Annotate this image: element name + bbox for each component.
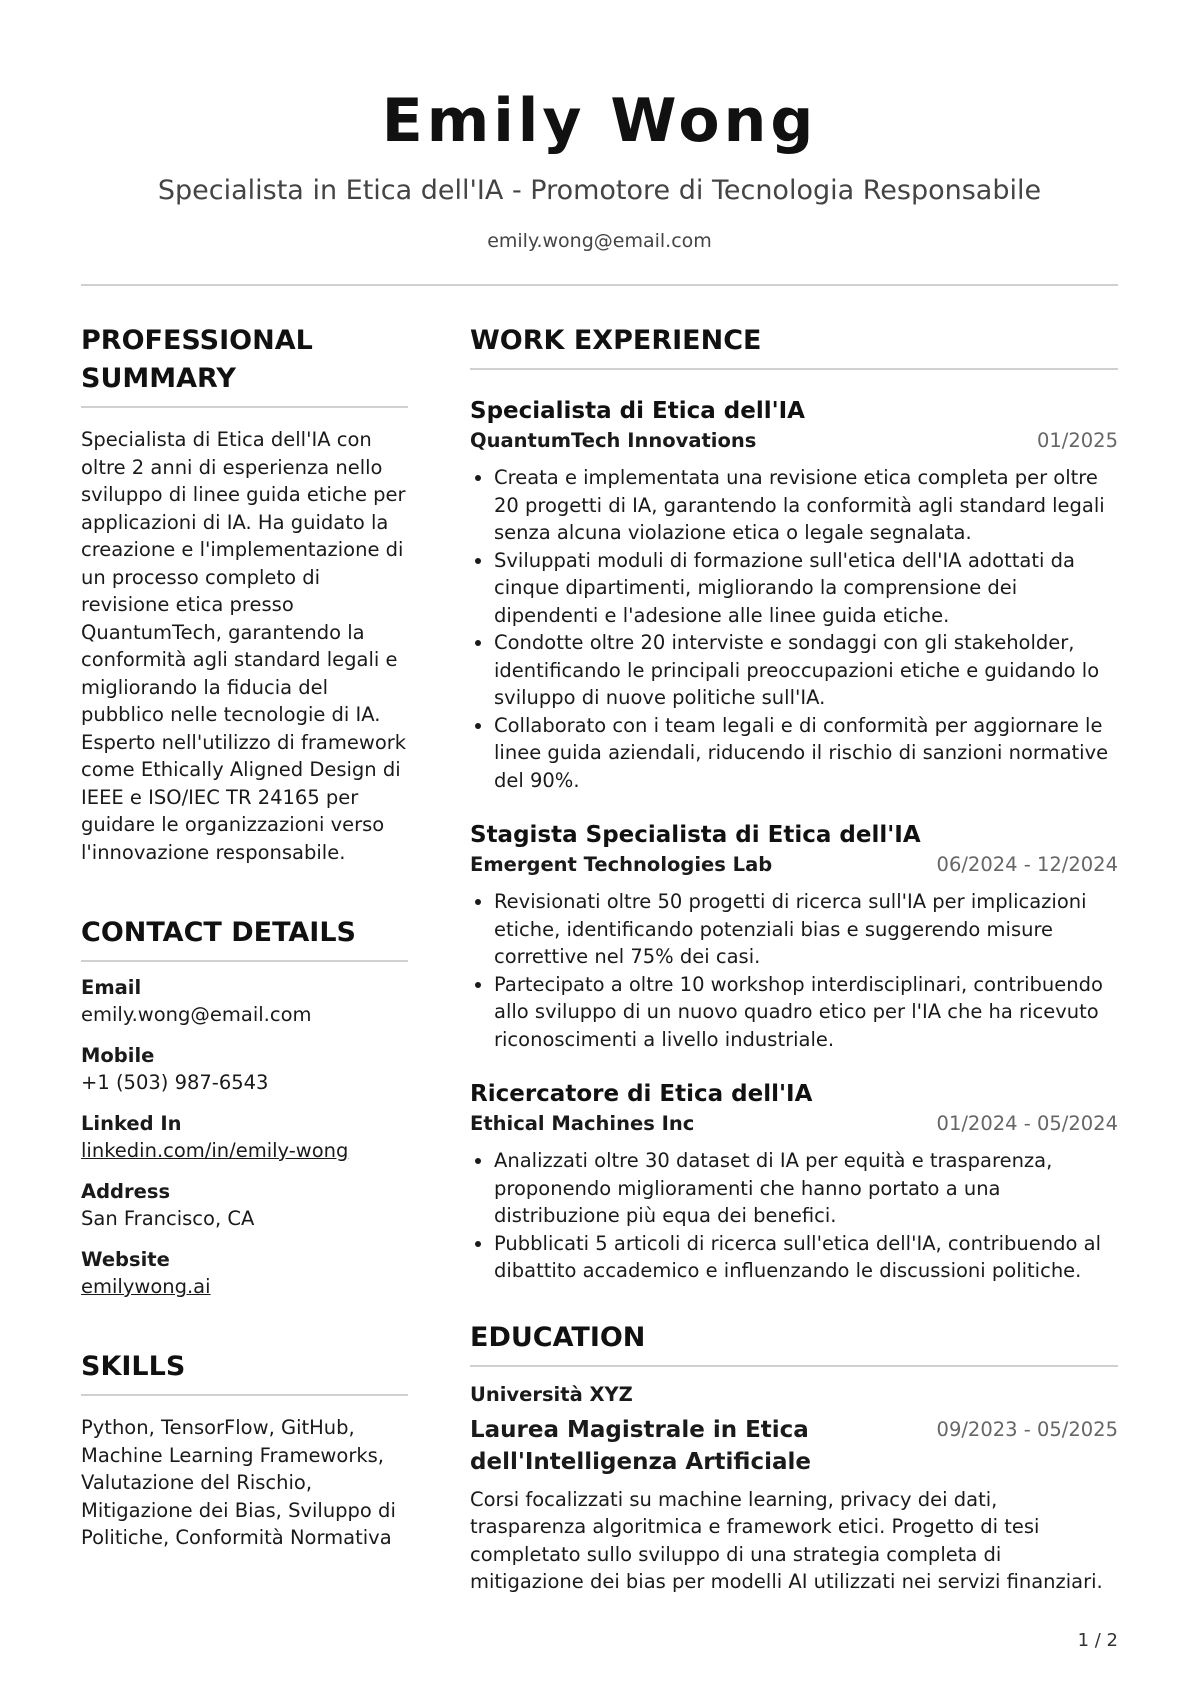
contact-mobile <box>81 1042 408 1096</box>
skills-heading: SKILLS <box>81 1348 408 1396</box>
bullet-item: • Partecipato a oltre 10 workshop interdisciplinari, contribuendo allo sviluppo di un nuovo quadro etico per l'IA che ha ricevuto riconoscimenti a livello industriale. <box>494 971 1118 1054</box>
summary-heading: PROFESSIONAL SUMMARY <box>81 322 408 408</box>
contact-label: Linked In <box>81 1112 182 1135</box>
education-heading: EDUCATION <box>470 1319 1118 1367</box>
header-divider <box>81 284 1118 286</box>
job-meta <box>470 1110 1118 1137</box>
job-meta <box>470 427 1118 454</box>
contact-heading: CONTACT DETAILS <box>81 914 408 962</box>
candidate-title: Specialista in Etica dell'IA - Promotore di Tecnologia Responsabile <box>157 175 1042 206</box>
job-company: Emergent Technologies Lab <box>470 853 773 876</box>
job-company: QuantumTech Innovations <box>470 429 757 452</box>
contact-mobile-value: +1 (503) 987-6543 <box>81 1071 269 1094</box>
linkedin-link[interactable]: linkedin.com/in/emily-wong <box>81 1139 349 1162</box>
job-bullets <box>470 1147 1118 1285</box>
job-title: Specialista di Etica dell'IA <box>470 398 805 424</box>
education-school: Università XYZ <box>470 1382 633 1406</box>
job-title: Stagista Specialista di Etica dell'IA <box>470 822 921 848</box>
education-degree: Laurea Magistrale in Etica dell'Intelligenza Artificiale <box>470 1416 811 1475</box>
job-entry <box>470 396 1118 794</box>
page-number: 1 / 2 <box>1077 1630 1118 1651</box>
summary-text: Specialista di Etica dell'IA con oltre 2 anni di esperienza nello sviluppo di linee guida etiche per applicazioni di IA. Ha guidato la creazione e l'implementazione di un processo completo di revisione etica presso QuantumTech, garantendo la conformità agli standard legali e migliorando la fiducia del pubblico nelle tecnologie di IA. Esperto nell'utilizzo di framework come Ethically Aligned Design di IEEE e ISO/IEC TR 24165 per guidare le organizzazioni verso l'innovazione responsabile. <box>81 428 407 864</box>
left-column <box>81 322 408 1600</box>
job-title: Ricercatore di Etica dell'IA <box>470 1081 813 1107</box>
job-dates: 01/2025 <box>1036 429 1118 452</box>
contact-section <box>81 914 408 1300</box>
job-bullets <box>470 464 1118 794</box>
header-email: emily.wong@email.com <box>487 230 712 252</box>
skills-section <box>81 1348 408 1552</box>
job-meta <box>470 851 1118 878</box>
candidate-name: Emily Wong <box>381 86 818 156</box>
contact-label: Email <box>81 976 142 999</box>
bullet-item: • Creata e implementata una revisione etica completa per oltre 20 progetti di IA, garantendo la conformità agli standard legali senza alcuna violazione etica o legale segnalata. <box>494 464 1118 547</box>
education-description: Corsi focalizzati su machine learning, privacy dei dati, trasparenza algoritmica e framework etici. Progetto di tesi completato sullo sviluppo di una strategia completa di mitigazione dei bias per modelli AI utilizzati nei servizi finanziari. <box>470 1487 1103 1593</box>
right-column <box>470 322 1118 1596</box>
bullet-item: • Sviluppati moduli di formazione sull'etica dell'IA adottati da cinque dipartimenti, migliorando la comprensione dei dipendenti e l'adesione alle linee guida etiche. <box>494 547 1118 630</box>
bullet-item: • Pubblicati 5 articoli di ricerca sull'etica dell'IA, contribuendo al dibattito accademico e influenzando le discussioni politiche. <box>494 1230 1118 1285</box>
contact-label: Website <box>81 1248 170 1271</box>
job-dates: 06/2024 - 12/2024 <box>936 853 1118 876</box>
job-entry <box>470 1079 1118 1285</box>
education-section <box>470 1319 1118 1596</box>
work-section <box>470 322 1118 1285</box>
contact-label: Mobile <box>81 1044 155 1067</box>
contact-website <box>81 1246 408 1300</box>
contact-linkedin <box>81 1110 408 1164</box>
resume-header <box>81 0 1118 286</box>
job-company: Ethical Machines Inc <box>470 1112 695 1135</box>
contact-email <box>81 974 408 1028</box>
bullet-item: • Condotte oltre 20 interviste e sondaggi con gli stakeholder, identificando le principali preoccupazioni etiche e guidando lo sviluppo di nuove politiche sull'IA. <box>494 629 1118 712</box>
bullet-item: • Revisionati oltre 50 progetti di ricerca sull'IA per implicazioni etiche, identificando potenziali bias e suggerendo misure correttive nel 75% dei casi. <box>494 888 1118 971</box>
education-dates: 09/2023 - 05/2025 <box>936 1417 1118 1441</box>
contact-address-value: San Francisco, CA <box>81 1207 255 1230</box>
work-heading: WORK EXPERIENCE <box>470 322 1118 370</box>
job-bullets <box>470 888 1118 1053</box>
contact-email-value: emily.wong@email.com <box>81 1003 312 1026</box>
bullet-item: • Analizzati oltre 30 dataset di IA per equità e trasparenza, proponendo miglioramenti che hanno portato a una distribuzione più equa dei benefici. <box>494 1147 1118 1230</box>
contact-label: Address <box>81 1180 171 1203</box>
bullet-item: • Collaborato con i team legali e di conformità per aggiornare le linee guida aziendali, riducendo il rischio di sanzioni normative del 90%. <box>494 712 1118 795</box>
skills-text: Python, TensorFlow, GitHub, Machine Learning Frameworks, Valutazione del Rischio, Mitigazione dei Bias, Sviluppo di Politiche, Conformità Normativa <box>81 1416 396 1549</box>
education-meta <box>470 1414 1118 1478</box>
website-link[interactable]: emilywong.ai <box>81 1275 211 1298</box>
resume-page <box>81 0 1118 1683</box>
job-dates: 01/2024 - 05/2024 <box>936 1112 1118 1135</box>
contact-list <box>81 974 408 1300</box>
contact-address <box>81 1178 408 1232</box>
job-entry <box>470 820 1118 1053</box>
summary-section <box>81 322 408 866</box>
